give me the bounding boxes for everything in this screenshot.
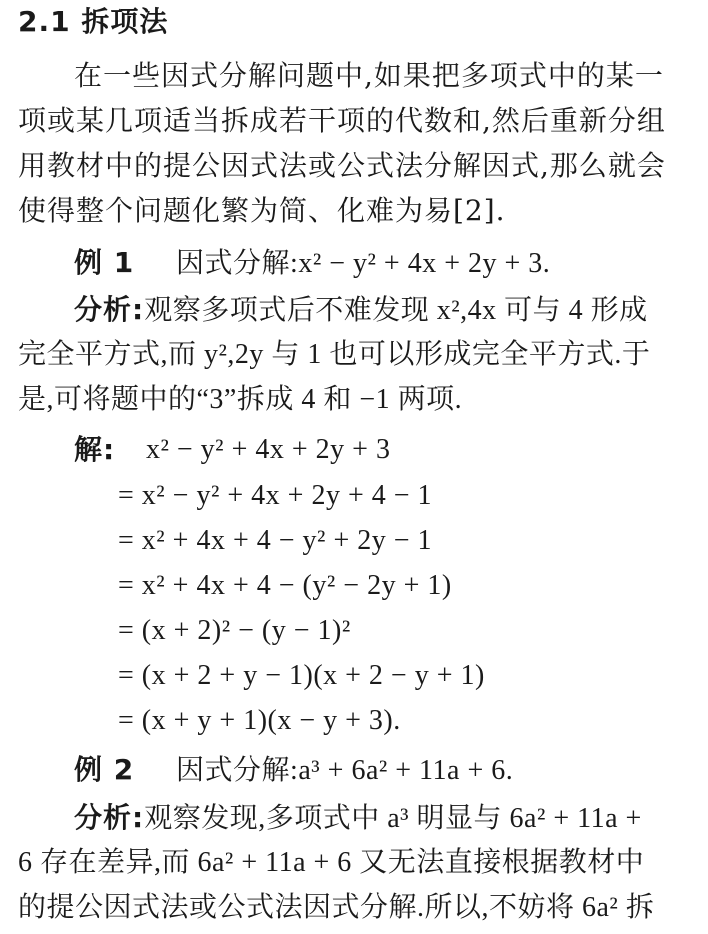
example2-analysis-line-1 xyxy=(74,798,708,839)
solution-step-4: = (x + 2)² − (y − 1)² xyxy=(118,615,351,646)
example2-line xyxy=(74,750,708,791)
solution-step-3: = x² + 4x + 4 − (y² − 2y + 1) xyxy=(118,570,452,601)
intro-line-3: 用教材中的提公因式法或公式法分解因式,那么就会 xyxy=(18,149,666,182)
example1-analysis-line-2: 完全平方式,而 y²,2y 与 1 也可以形成完全平方式.于 xyxy=(18,339,651,370)
example2-analysis-line-3: 的提公因式法或公式法因式分解.所以,不妨将 6a² 拆 xyxy=(18,892,655,923)
example2-statement: 因式分解:a³ + 6a² + 11a + 6. xyxy=(176,755,514,786)
solution-label: 解: xyxy=(74,433,116,466)
solution-step-1: = x² − y² + 4x + 2y + 4 − 1 xyxy=(118,480,433,511)
solution-first: x² − y² + 4x + 2y + 3 xyxy=(146,434,391,465)
solution-step-6: = (x + y + 1)(x − y + 3). xyxy=(118,705,401,736)
example2-analysis-label: 分析: xyxy=(74,801,145,834)
example1-analysis-text-1: 观察多项式后不难发现 x²,4x 可与 4 形成 xyxy=(144,295,648,326)
example2-analysis-line-2: 6 存在差异,而 6a² + 11a + 6 又无法直接根据教材中 xyxy=(18,847,645,878)
example2-label: 例 2 xyxy=(74,753,135,786)
example1-analysis-label: 分析: xyxy=(74,293,145,326)
intro-line-1: 在一些因式分解问题中,如果把多项式中的某一 xyxy=(74,59,664,92)
solution-step-2: = x² + 4x + 4 − y² + 2y − 1 xyxy=(118,525,433,556)
example1-analysis-line-1 xyxy=(74,290,708,331)
example1-label: 例 1 xyxy=(74,246,135,279)
example1-line xyxy=(74,243,708,284)
example1-analysis-line-3: 是,可将题中的“3”拆成 4 和 −1 两项. xyxy=(18,384,463,415)
example2-analysis-text-1: 观察发现,多项式中 a³ 明显与 6a² + 11a + xyxy=(144,803,642,834)
intro-line-2: 项或某几项适当拆成若干项的代数和,然后重新分组 xyxy=(18,104,666,137)
intro-line-4: 使得整个问题化繁为简、化难为易[2]. xyxy=(18,194,506,227)
example1-statement: 因式分解:x² − y² + 4x + 2y + 3. xyxy=(176,248,551,279)
section-heading: 2.1 拆项法 xyxy=(18,5,169,38)
solution-step-5: = (x + 2 + y − 1)(x + 2 − y + 1) xyxy=(118,660,485,691)
